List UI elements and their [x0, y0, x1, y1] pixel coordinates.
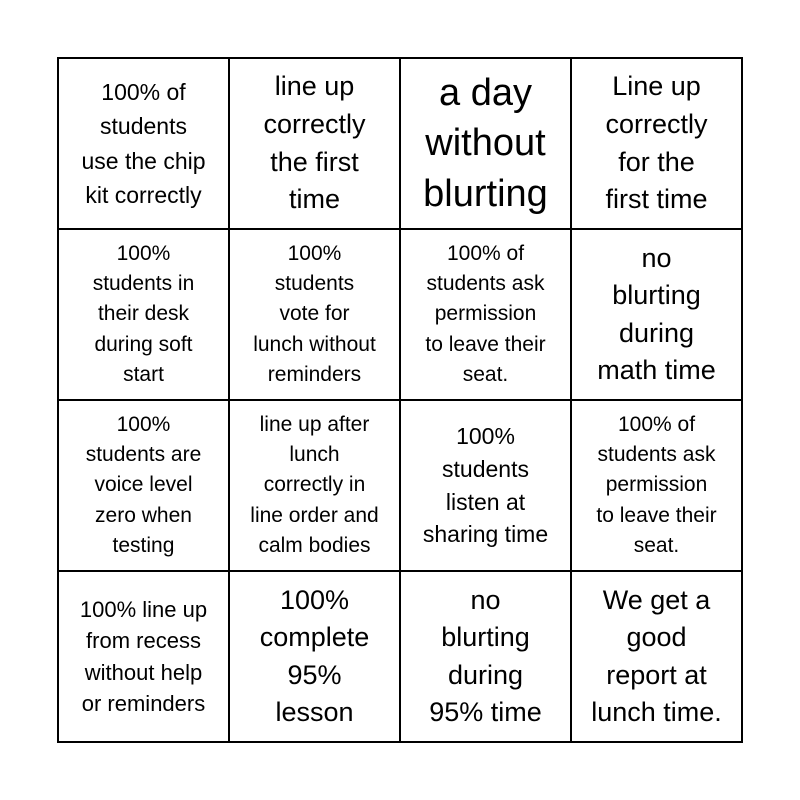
bingo-cell-text: 100% of students ask permission to leave their seat.: [425, 242, 546, 386]
bingo-cell[interactable]: [572, 230, 743, 401]
bingo-cell[interactable]: [401, 59, 572, 230]
bingo-cell-text: 100% of students use the chip kit correctly: [81, 79, 206, 208]
bingo-cell[interactable]: [401, 401, 572, 572]
bingo-cell[interactable]: [230, 401, 401, 572]
bingo-cell[interactable]: [401, 230, 572, 401]
bingo-cell-text: 100% students in their desk during soft start: [92, 242, 195, 386]
bingo-cell-text: 100% of students ask permission to leave their seat.: [596, 413, 717, 557]
bingo-cell-text: We get a good report at lunch time.: [591, 585, 722, 727]
bingo-cell[interactable]: [59, 401, 230, 572]
bingo-cell-text: 100% students vote for lunch without reminders: [253, 242, 376, 386]
bingo-cell-text: no blurting during math time: [597, 243, 716, 385]
bingo-cell-text: line up correctly the first time: [263, 70, 366, 215]
bingo-cell-text: line up after lunch correctly in line order and calm bodies: [250, 413, 379, 557]
bingo-cell-text: 100% line up from recess without help or reminders: [79, 596, 208, 716]
bingo-cell[interactable]: [59, 230, 230, 401]
bingo-cell[interactable]: [572, 401, 743, 572]
bingo-cell[interactable]: [572, 59, 743, 230]
bingo-cell[interactable]: [230, 230, 401, 401]
bingo-cell-text: Line up correctly for the first time: [605, 70, 708, 215]
bingo-cell[interactable]: [401, 572, 572, 743]
bingo-cell-text: 100% students listen at sharing time: [422, 423, 549, 548]
bingo-cell[interactable]: [572, 572, 743, 743]
bingo-card-grid: [57, 57, 743, 743]
bingo-cell-text: 100% complete 95% lesson: [259, 585, 370, 727]
bingo-cell-text: no blurting during 95% time: [429, 585, 542, 727]
bingo-cell[interactable]: [59, 572, 230, 743]
bingo-cell-text: a day without blurting: [423, 72, 548, 215]
bingo-cell[interactable]: [230, 572, 401, 743]
bingo-cell[interactable]: [230, 59, 401, 230]
bingo-cell-text: 100% students are voice level zero when testing: [85, 413, 202, 557]
bingo-cell[interactable]: [59, 59, 230, 230]
